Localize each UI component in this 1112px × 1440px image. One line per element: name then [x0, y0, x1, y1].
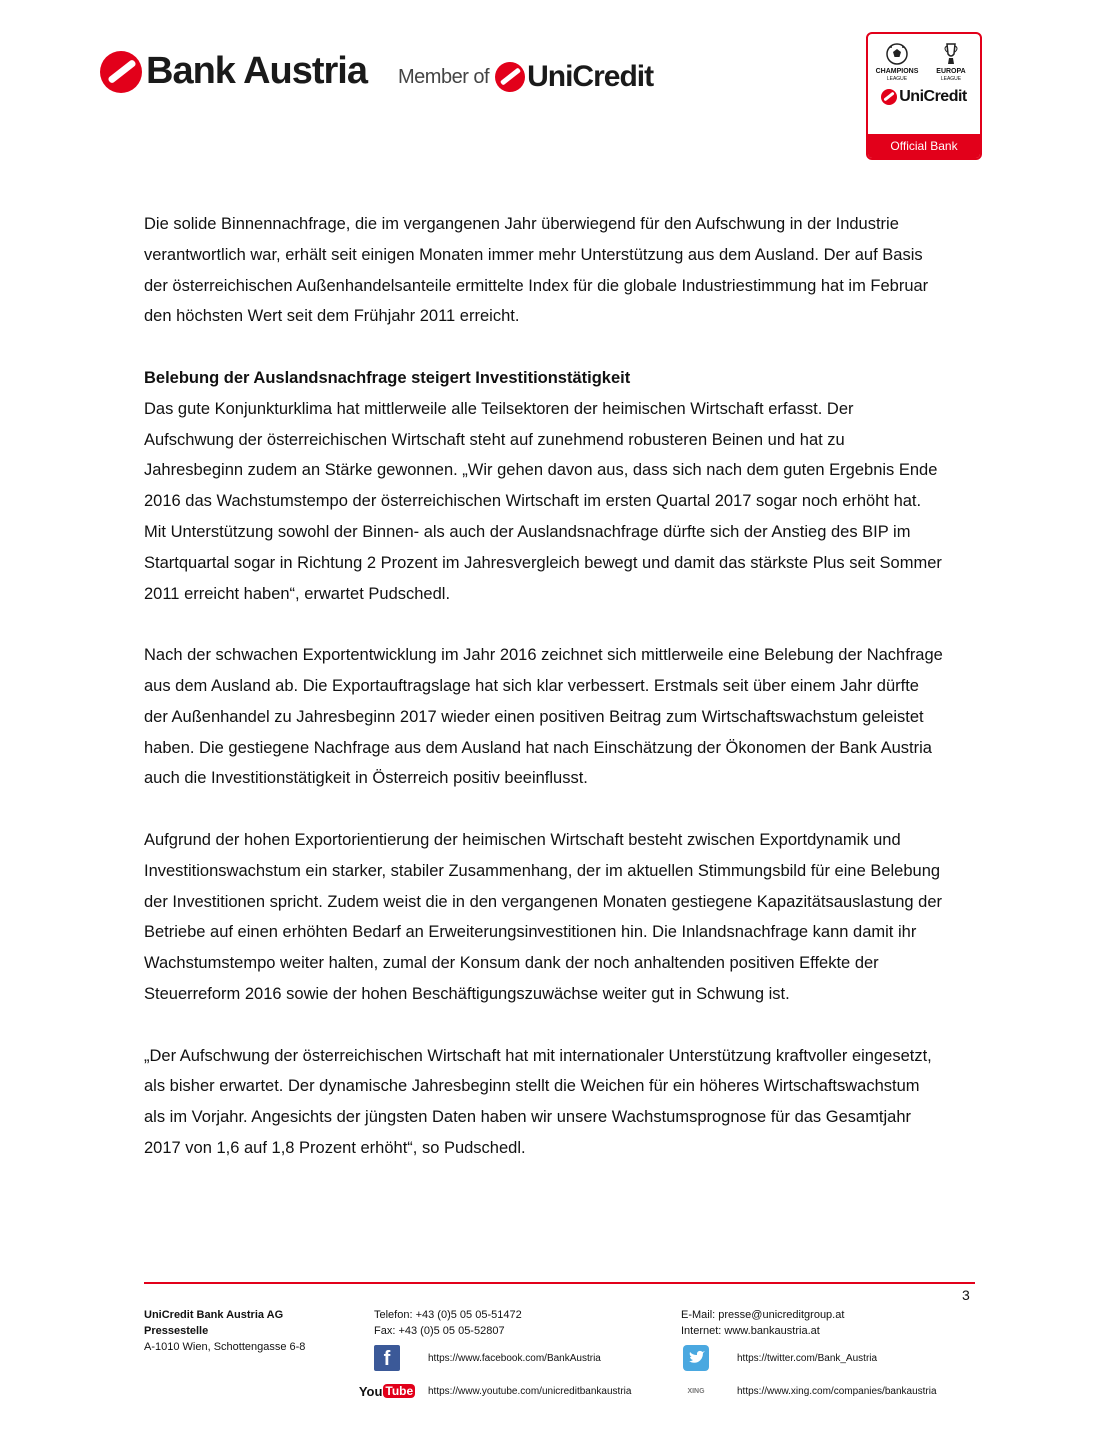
league2-sub: LEAGUE	[940, 76, 962, 82]
champions-league-logo	[871, 42, 923, 82]
xing-url[interactable]: https://www.xing.com/companies/bankaustria	[737, 1385, 937, 1397]
twitter-link[interactable]	[681, 1345, 877, 1371]
facebook-link[interactable]	[372, 1345, 601, 1371]
street-address: A-1010 Wien, Schottengasse 6-8	[144, 1341, 306, 1353]
member-of-unicredit	[398, 60, 653, 94]
phone-number: Telefon: +43 (0)5 05 05-51472	[374, 1309, 522, 1321]
document-body	[144, 209, 944, 1195]
unicredit-name: UniCredit	[527, 60, 654, 93]
youtube-url[interactable]: https://www.youtube.com/unicreditbankaustria	[428, 1385, 632, 1397]
footer-address	[144, 1307, 305, 1355]
league1-sub: LEAGUE	[886, 76, 908, 82]
youtube-you: You	[358, 1383, 383, 1399]
badge-unicredit-logo	[868, 88, 980, 106]
unicredit-logo-icon	[100, 51, 142, 93]
member-of-label: Member of	[398, 65, 490, 88]
official-bank-label: Official Bank	[868, 134, 980, 158]
xing-icon: XING	[687, 1387, 705, 1395]
youtube-link[interactable]	[358, 1378, 632, 1404]
footer-online	[681, 1307, 844, 1339]
league2-name: EUROPA	[936, 68, 966, 75]
badge-unicredit-mark-icon	[881, 89, 897, 105]
league1-name: CHAMPIONS	[875, 68, 919, 75]
football-icon	[885, 42, 909, 66]
paragraph-5: „Der Aufschwung der österreichischen Wirtschaft hat mit internationaler Unterstützung kraftvoller eingesetzt, als bisher erwartet. Der dynamische Jahresbeginn stellt die Weichen für ein höheres Wirtschaftswachstum als im Vorjahr. Angesichts der jüngsten Daten haben wir unsere Wachstumsprognose für das Gesamtjahr 2017 von 1,6 auf 1,8 Prozent erhöht“, so Pudschedl.	[144, 1046, 932, 1157]
trophy-icon	[939, 42, 963, 66]
paragraph-2: Das gute Konjunkturklima hat mittlerweile alle Teilsektoren der heimischen Wirtschaft erfasst. Der Aufschwung der österreichischen Wirtschaft steht auf zunehmend robusteren Beinen und hat zu Jahresbeginn zudem an Stärke gewonnen. „Wir gehen davon aus, dass sich nach dem guten Ergebnis Ende 2016 das Wachstumstempo der österreichischen Wirtschaft im ersten Quartal 2017 sogar noch erhöht hat. Mit Unterstützung sowohl der Binnen- als auch der Auslandsnachfrage dürfte sich der Anstieg des BIP im Startquartal sogar in Richtung 2 Prozent im Jahresvergleich bewegt und damit das stärkste Plus seit Sommer 2011 erreicht haben“, erwartet Pudschedl.	[144, 399, 942, 603]
xing-link[interactable]	[681, 1378, 937, 1404]
facebook-icon: f	[374, 1345, 400, 1371]
paragraph-3: Nach der schwachen Exportentwicklung im Jahr 2016 zeichnet sich mittlerweile eine Belebung der Nachfrage aus dem Ausland ab. Die Exportauftragslage hat sich klar verbessert. Erstmals seit über einem Jahr dürfte der Außenhandel zu Jahresbeginn 2017 wieder einen positiven Beitrag zum Wirtschaftswachstum geleistet haben. Die gestiegene Nachfrage aus dem Ausland hat nach Einschätzung der Ökonomen der Bank Austria auch die Investitionstätigkeit in Österreich positiv beeinflusst.	[144, 646, 943, 788]
official-bank-badge	[866, 32, 982, 160]
facebook-url[interactable]: https://www.facebook.com/BankAustria	[428, 1352, 601, 1364]
unicredit-mark-icon	[495, 62, 525, 92]
fax-number: Fax: +43 (0)5 05 05-52807	[374, 1325, 505, 1337]
twitter-icon	[683, 1345, 709, 1371]
email-address[interactable]: E-Mail: presse@unicreditgroup.at	[681, 1309, 845, 1321]
footer-contact	[374, 1307, 522, 1339]
twitter-url[interactable]: https://twitter.com/Bank_Austria	[737, 1352, 878, 1364]
department-name: Pressestelle	[144, 1325, 209, 1337]
paragraph-1: Die solide Binnennachfrage, die im vergangenen Jahr überwiegend für den Aufschwung in der Industrie verantwortlich war, erhält seit einigen Monaten immer mehr Unterstützung aus dem Ausland. Der auf Basis der österreichischen Außenhandelsanteile ermittelte Index für die globale Industriestimmung hat im Februar den höchsten Wert seit dem Frühjahr 2011 erreicht.	[144, 215, 929, 326]
brand-name: Bank Austria	[146, 50, 367, 92]
europa-league-logo	[925, 42, 977, 82]
youtube-icon	[358, 1378, 414, 1404]
website-address[interactable]: Internet: www.bankaustria.at	[681, 1325, 820, 1337]
page-number: 3	[962, 1287, 970, 1303]
paragraph-4: Aufgrund der hohen Exportorientierung der heimischen Wirtschaft besteht zwischen Exportdynamik und Investitionswachstum ein starker, stabiler Zusammenhang, der im aktuellen Stimmungsbild für eine Belebung der Investitionen spricht. Zudem weist die in den vergangenen Monaten gestiegene Kapazitätsauslastung der Betriebe auf einen erhöhten Bedarf an Erweiterungsinvestitionen hin. Die Inlandsnachfrage kann damit ihr Wachstumstempo weiter halten, zumal der Konsum dank der noch anhaltenden positiven Effekte der Steuerreform 2016 sowie der hohen Beschäftigungszuwächse weiter gut in Schwung ist.	[144, 830, 943, 1003]
bank-austria-logo	[100, 50, 367, 93]
company-name: UniCredit Bank Austria AG	[144, 1309, 284, 1321]
badge-logo-text: UniCredit	[899, 88, 967, 105]
footer-divider	[144, 1282, 975, 1284]
youtube-tube: Tube	[385, 1384, 414, 1398]
section-heading: Belebung der Auslandsnachfrage steigert Investitionstätigkeit	[144, 368, 631, 387]
